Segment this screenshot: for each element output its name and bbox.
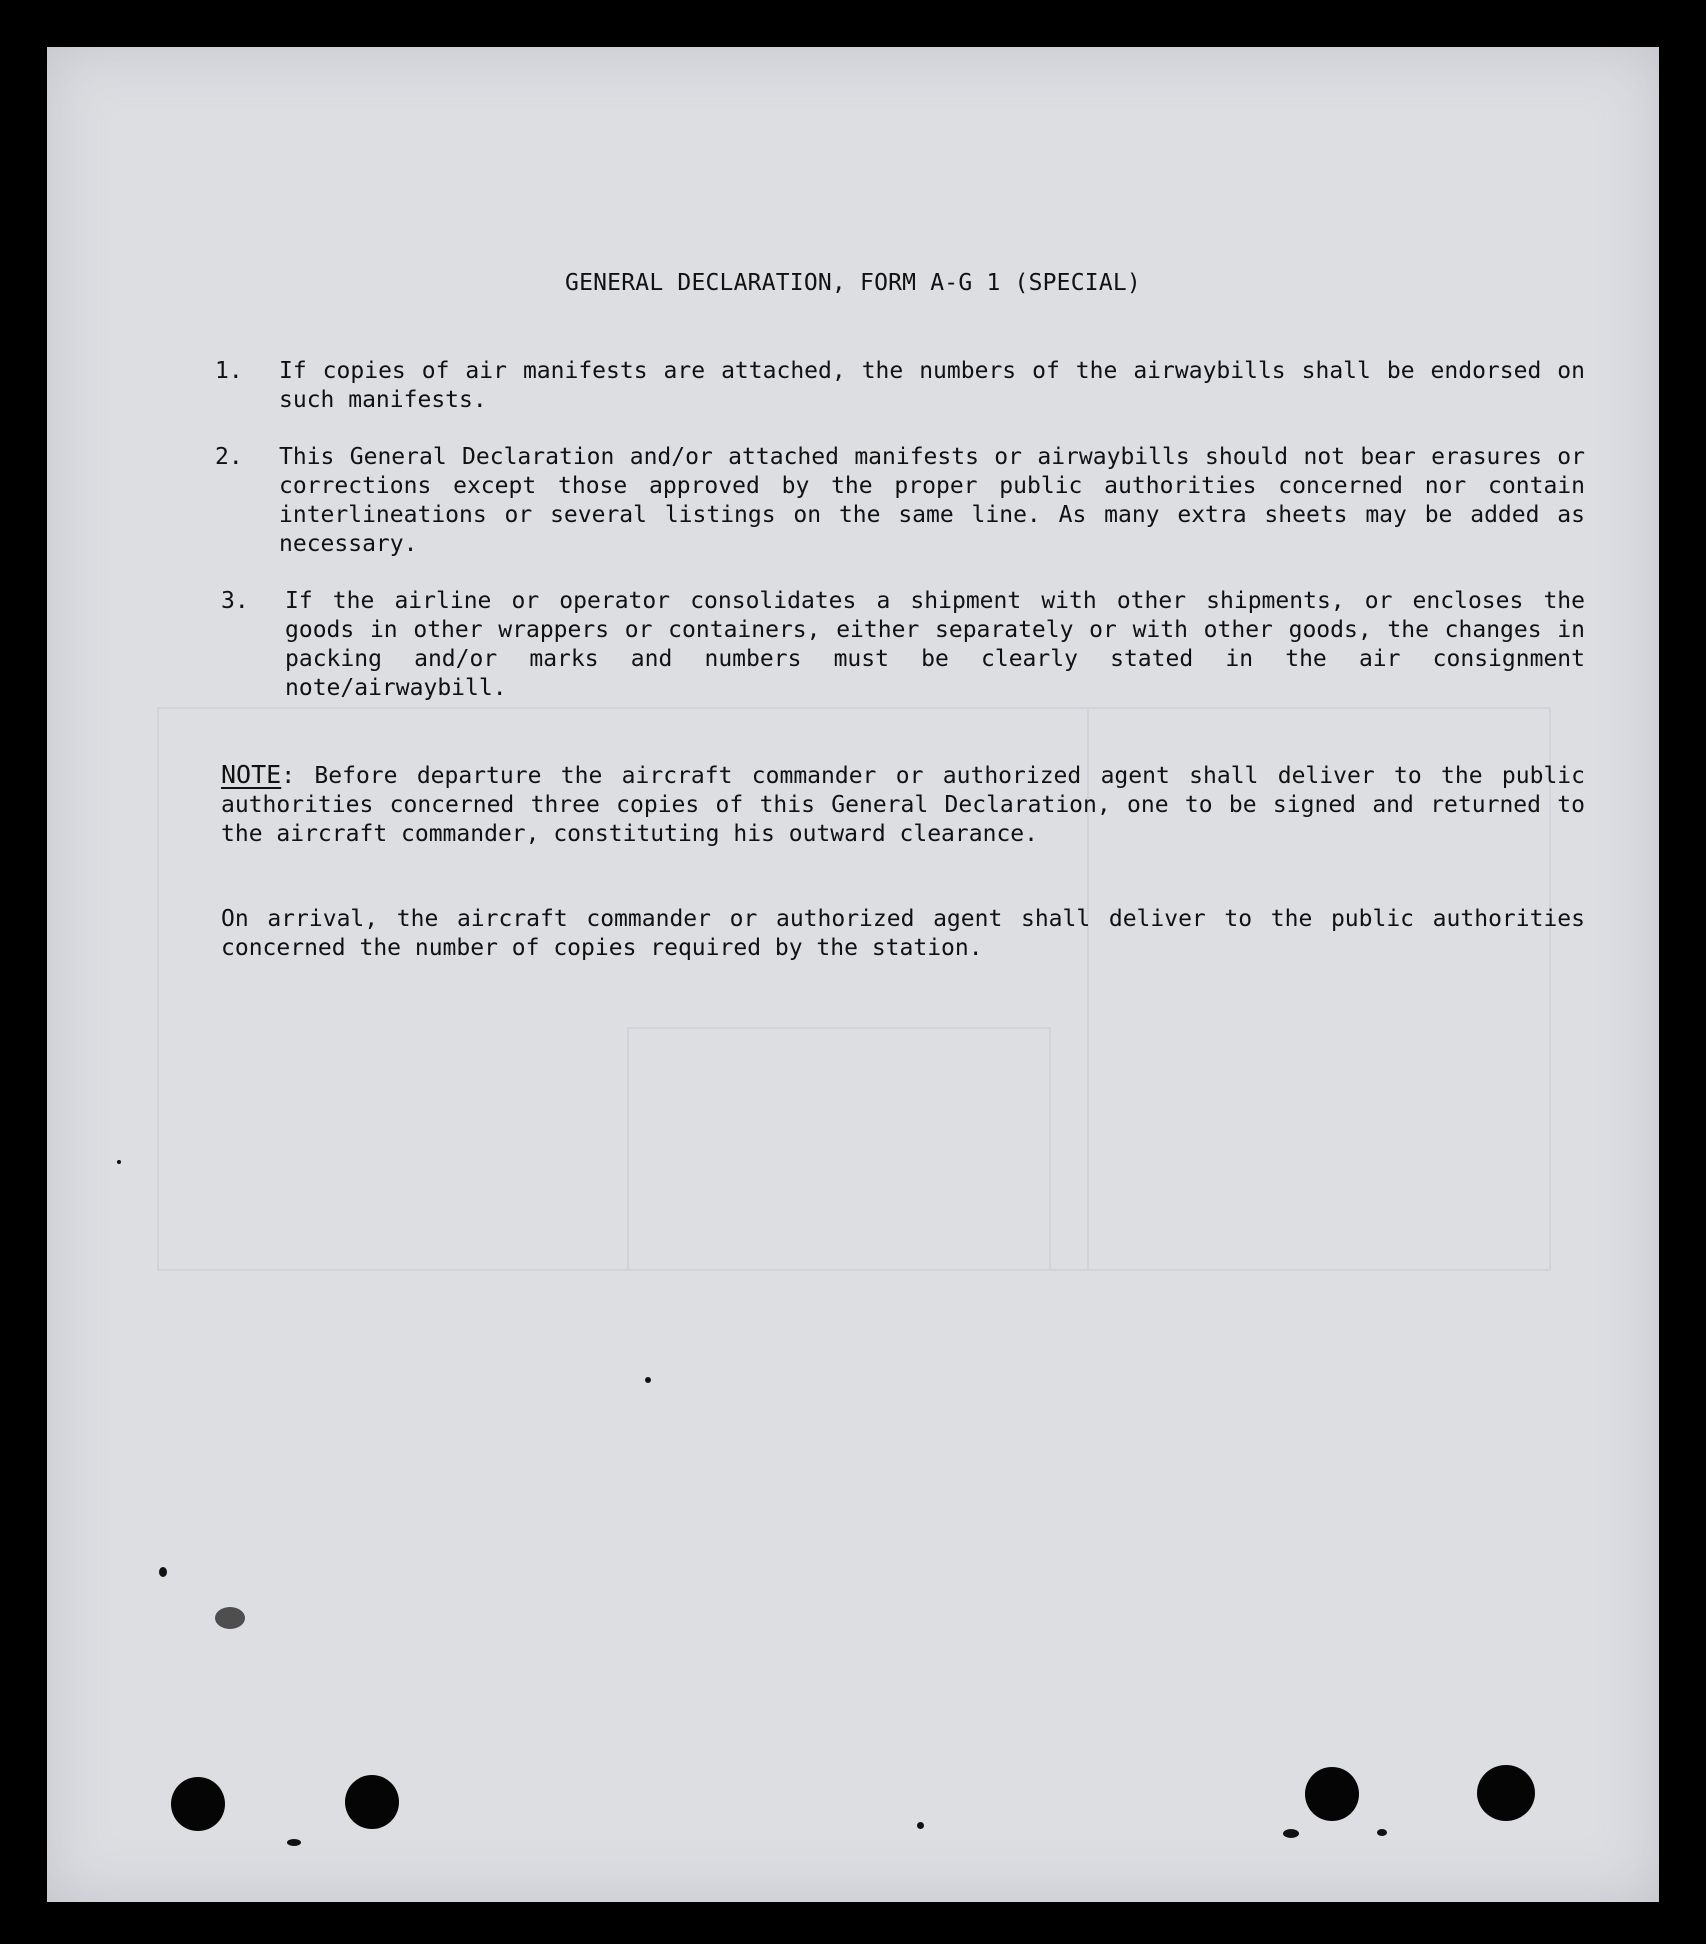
list-item-text: If copies of air manifests are attached, the numbers of the airwaybills shall be endorsed on such manifests.	[279, 358, 1585, 413]
note-paragraph	[221, 760, 1585, 849]
list-item-1	[215, 357, 1585, 415]
document-body	[47, 47, 1659, 1902]
list-item-text: If the airline or operator consolidates a shipment with other shipments, or encloses the goods in other wrappers or containers, either separately or with other goods, the changes in packing and/or marks and numbers must be clearly stated in the air consignment note/airwaybill.	[285, 588, 1585, 701]
list-item-3	[221, 587, 1585, 703]
punch-hole	[1477, 1765, 1535, 1821]
list-item-number: 1.	[215, 358, 243, 384]
arrival-paragraph: On arrival, the aircraft commander or authorized agent shall deliver to the public authorities concerned the number of copies required by the station.	[221, 906, 1585, 961]
list-item-text: This General Declaration and/or attached manifests or airwaybills should not bear erasures or corrections except those approved by the proper public authorities concerned nor contain interlineations or several listings on the same line. As many extra sheets may be added as necessary.	[279, 444, 1585, 557]
ink-speck	[117, 1160, 121, 1164]
punch-hole	[345, 1775, 399, 1829]
page-title: GENERAL DECLARATION, FORM A-G 1 (SPECIAL)	[565, 270, 1141, 296]
ink-speck	[917, 1822, 924, 1829]
ink-speck	[1377, 1829, 1387, 1836]
ink-speck	[159, 1567, 167, 1577]
list-item-number: 2.	[215, 444, 243, 470]
note-label: NOTE	[221, 760, 282, 789]
ink-speck	[645, 1377, 651, 1383]
ink-speck	[1283, 1829, 1299, 1838]
list-item-2	[215, 443, 1585, 559]
ink-speck	[287, 1839, 301, 1846]
punch-hole	[1305, 1767, 1359, 1821]
punch-hole	[171, 1777, 225, 1831]
list-item-number: 3.	[221, 588, 249, 614]
note-text: : Before departure the aircraft commander or authorized agent shall deliver to the public authorities concerned three copies of this General Declaration, one to be signed and returned to the aircraft commander, constituting his outward clearance.	[221, 763, 1585, 847]
document-page	[47, 47, 1659, 1902]
ink-smudge	[215, 1607, 245, 1629]
